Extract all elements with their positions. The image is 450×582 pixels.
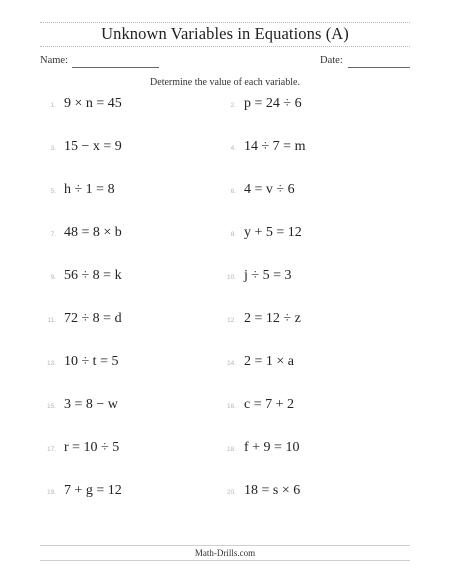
header-top-divider bbox=[40, 22, 410, 23]
problem-number: 20. bbox=[226, 489, 236, 496]
problem-number: 7. bbox=[50, 231, 56, 238]
problem-equation: 56 ÷ 8 = k bbox=[64, 268, 122, 283]
problem-number: 4. bbox=[230, 145, 236, 152]
problem-equation: 72 ÷ 8 = d bbox=[64, 311, 122, 326]
name-field[interactable] bbox=[72, 67, 159, 68]
problem-equation: y + 5 = 12 bbox=[244, 225, 302, 240]
problem-equation: 3 = 8 − w bbox=[64, 397, 118, 412]
footer-site: Math-Drills.com bbox=[194, 548, 256, 558]
problem-number: 1. bbox=[50, 102, 56, 109]
problem-equation: 14 ÷ 7 = m bbox=[244, 139, 306, 154]
problem-number: 19. bbox=[46, 489, 56, 496]
problem-number: 13. bbox=[46, 360, 56, 367]
problem-number: 12. bbox=[226, 317, 236, 324]
problem-number: 10. bbox=[226, 274, 236, 281]
problem-equation: 48 = 8 × b bbox=[64, 225, 122, 240]
problem-number: 3. bbox=[50, 145, 56, 152]
footer-bottom-divider bbox=[40, 560, 410, 561]
problem-number: 15. bbox=[46, 403, 56, 410]
problem-number: 11. bbox=[47, 317, 56, 324]
problem-equation: p = 24 ÷ 6 bbox=[244, 96, 302, 111]
instructions: Determine the value of each variable. bbox=[150, 77, 300, 88]
name-label: Name: bbox=[40, 55, 68, 66]
problem-number: 6. bbox=[230, 188, 236, 195]
problem-number: 9. bbox=[50, 274, 56, 281]
problem-equation: 9 × n = 45 bbox=[64, 96, 122, 111]
problem-equation: 2 = 1 × a bbox=[244, 354, 295, 369]
date-field[interactable] bbox=[348, 67, 410, 68]
problem-equation: 18 = s × 6 bbox=[244, 483, 301, 498]
problem-equation: h ÷ 1 = 8 bbox=[64, 182, 115, 197]
problem-number: 16. bbox=[226, 403, 236, 410]
problem-equation: 15 − x = 9 bbox=[64, 139, 122, 154]
problem-number: 8. bbox=[230, 231, 236, 238]
header-bottom-divider bbox=[40, 46, 410, 47]
date-label: Date: bbox=[320, 55, 343, 66]
problem-number: 14. bbox=[226, 360, 236, 367]
problem-equation: c = 7 + 2 bbox=[244, 397, 295, 412]
problem-equation: 7 + g = 12 bbox=[64, 483, 122, 498]
problem-equation: j ÷ 5 = 3 bbox=[244, 268, 292, 283]
footer-top-divider bbox=[40, 545, 410, 546]
worksheet-title: Unknown Variables in Equations (A) bbox=[101, 24, 349, 43]
problem-equation: r = 10 ÷ 5 bbox=[64, 440, 120, 455]
problem-equation: f + 9 = 10 bbox=[244, 440, 300, 455]
problem-number: 17. bbox=[46, 446, 56, 453]
problem-number: 2. bbox=[230, 102, 236, 109]
problem-number: 18. bbox=[226, 446, 236, 453]
problem-equation: 10 ÷ t = 5 bbox=[64, 354, 119, 369]
problem-number: 5. bbox=[50, 188, 56, 195]
problem-equation: 2 = 12 ÷ z bbox=[244, 311, 301, 326]
problem-equation: 4 = v ÷ 6 bbox=[244, 182, 295, 197]
